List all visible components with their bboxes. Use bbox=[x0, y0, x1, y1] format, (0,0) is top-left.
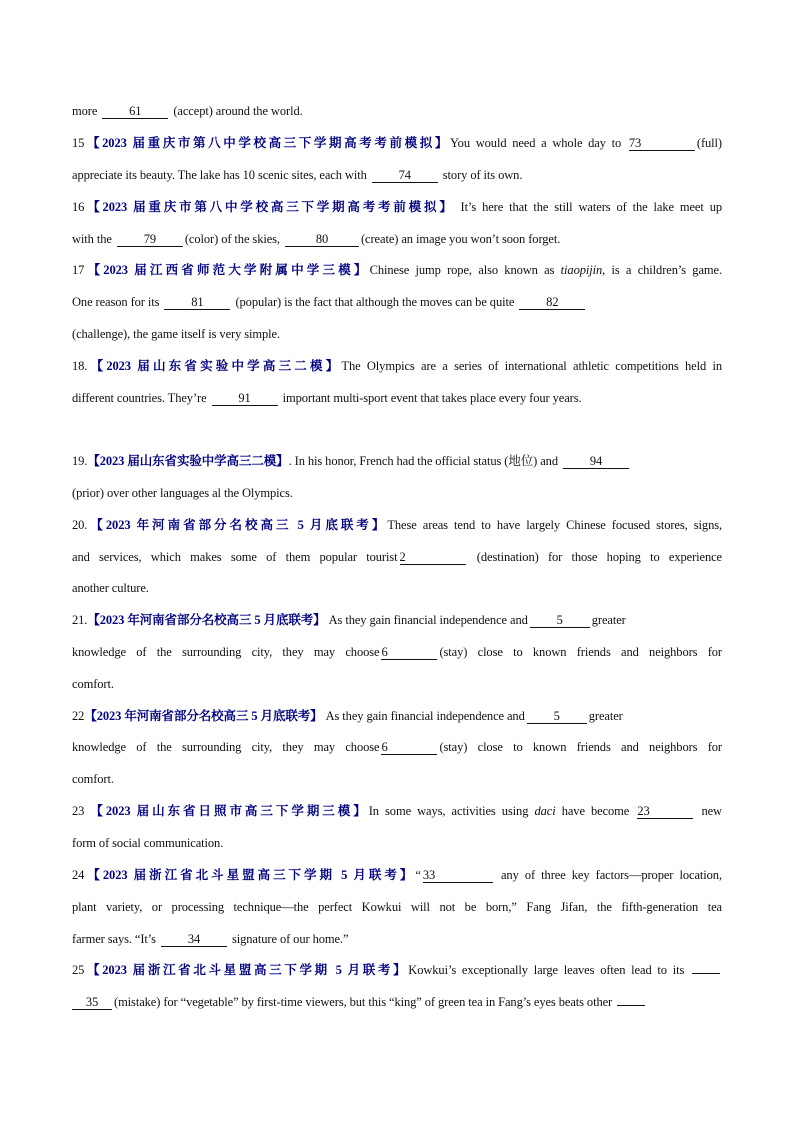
text-line bbox=[72, 549, 722, 565]
text: any of three key factors—proper location, bbox=[494, 868, 722, 882]
bracket: 】 bbox=[313, 613, 326, 627]
text: (accept) around the world. bbox=[170, 104, 303, 118]
answer-blank[interactable]: 82 bbox=[519, 296, 585, 310]
source-tag bbox=[84, 136, 450, 150]
text: In some ways, activities using bbox=[368, 804, 535, 818]
text: (challenge), the game itself is very simple. bbox=[72, 327, 281, 341]
bracket: 】 bbox=[276, 454, 289, 468]
question-20 bbox=[72, 517, 722, 533]
bracket: 【 bbox=[84, 868, 103, 882]
bracket: 【 bbox=[87, 613, 100, 627]
question-number: 16 bbox=[72, 200, 85, 214]
source-text: 2023 届山东省日照市高三下学期三模 bbox=[105, 804, 354, 818]
bracket: 】 bbox=[325, 359, 342, 373]
bracket: 【 bbox=[87, 454, 100, 468]
answer-blank[interactable]: 2 bbox=[400, 551, 466, 565]
source-text: 2023 届山东省实验中学高三二模 bbox=[106, 359, 326, 373]
text: knowledge of the surrounding city, they may choose bbox=[72, 645, 380, 659]
source-tag bbox=[90, 804, 368, 818]
question-23 bbox=[72, 803, 722, 819]
bracket: 【 bbox=[84, 200, 103, 214]
bracket: 】 bbox=[399, 868, 416, 882]
italic-text: daci bbox=[534, 804, 556, 818]
source-text: 2023 年河南省部分名校高三 5 月底联考 bbox=[99, 613, 314, 627]
question-24 bbox=[72, 867, 722, 883]
text: farmer says. “It’s bbox=[72, 932, 159, 946]
text-line bbox=[72, 994, 722, 1010]
source-text: 2023 届浙江省北斗星盟高三下学期 5 月联考 bbox=[102, 963, 394, 977]
bracket: 【 bbox=[84, 709, 97, 723]
text-line bbox=[72, 167, 722, 183]
source-text: 2023 届重庆市第八中学校高三下学期高考考前模拟 bbox=[102, 136, 435, 150]
answer-blank[interactable]: 61 bbox=[102, 105, 168, 119]
italic-text: tiaopijin bbox=[560, 263, 603, 277]
source-tag bbox=[87, 613, 325, 627]
text-line bbox=[72, 231, 722, 247]
question-number: 15 bbox=[72, 136, 85, 150]
text: These areas tend to have largely Chinese focused stores, signs, bbox=[387, 518, 723, 532]
text: Chinese jump rope, also known as bbox=[369, 263, 561, 277]
text: Kowkui’s exceptionally large leaves often lead to its bbox=[408, 963, 691, 977]
text: another culture. bbox=[72, 581, 149, 595]
text: and services, which makes some of them popular tourist bbox=[72, 550, 398, 564]
answer-blank[interactable]: 73 bbox=[629, 137, 695, 151]
bracket: 【 bbox=[87, 518, 106, 532]
answer-blank[interactable]: 23 bbox=[637, 805, 693, 819]
answer-blank[interactable]: 6 bbox=[381, 741, 437, 755]
question-number: 23 bbox=[72, 804, 91, 818]
text: As they gain financial independence and bbox=[325, 613, 528, 627]
text-line bbox=[72, 103, 722, 119]
text: It’s here that the still waters of the lake meet up bbox=[454, 200, 722, 214]
text: , is a children’s game. bbox=[602, 263, 723, 277]
source-text: 2023 届重庆市第八中学校高三下学期高考考前模拟 bbox=[102, 200, 440, 214]
text-line bbox=[72, 294, 722, 310]
text: new bbox=[695, 804, 722, 818]
text: (popular) is the fact that although the moves can be quite bbox=[232, 295, 518, 309]
text: . In his honor, French had the official status (地位) and bbox=[288, 454, 562, 468]
bracket: 【 bbox=[84, 963, 103, 977]
question-19 bbox=[72, 453, 722, 469]
question-21 bbox=[72, 612, 722, 628]
source-tag bbox=[87, 518, 387, 532]
text: signature of our home.” bbox=[228, 932, 349, 946]
answer-blank[interactable]: 33 bbox=[423, 869, 493, 883]
question-number: 17 bbox=[72, 263, 85, 277]
answer-blank[interactable]: 94 bbox=[563, 455, 629, 469]
source-text: 2023 届山东省实验中学高三二模 bbox=[99, 454, 277, 468]
answer-blank[interactable]: 79 bbox=[117, 233, 183, 247]
question-16 bbox=[72, 199, 722, 215]
text: comfort. bbox=[72, 772, 114, 786]
text: more bbox=[72, 104, 101, 118]
question-number: 24 bbox=[72, 868, 85, 882]
text: (mistake) for “vegetable” by first-time viewers, but this “king” of green tea in Fang’s eyes beats other bbox=[114, 995, 616, 1009]
text-line bbox=[72, 739, 722, 755]
question-number: 20. bbox=[72, 518, 88, 532]
bracket: 】 bbox=[393, 963, 409, 977]
text: comfort. bbox=[72, 677, 114, 691]
source-tag bbox=[84, 200, 454, 214]
bracket: 【 bbox=[84, 263, 104, 277]
source-tag bbox=[84, 963, 408, 977]
source-text: 2023 年河南省部分名校高三 5 月底联考 bbox=[105, 518, 372, 532]
bracket: 】 bbox=[353, 804, 369, 818]
question-number: 18. bbox=[72, 359, 88, 373]
text: different countries. They’re bbox=[72, 391, 210, 405]
text-line bbox=[72, 485, 722, 501]
text-line bbox=[72, 931, 722, 947]
answer-blank[interactable] bbox=[692, 973, 720, 974]
source-tag bbox=[87, 359, 341, 373]
question-number: 19. bbox=[72, 454, 88, 468]
text: The Olympics are a series of international athletic competitions held in bbox=[341, 359, 722, 373]
bracket: 】 bbox=[439, 200, 455, 214]
text: (create) an image you won’t soon forget. bbox=[360, 232, 561, 246]
answer-blank[interactable]: 34 bbox=[161, 933, 227, 947]
bracket: 【 bbox=[90, 804, 106, 818]
text: “ bbox=[415, 868, 421, 882]
answer-blank[interactable] bbox=[617, 1005, 645, 1006]
text: greater bbox=[588, 709, 623, 723]
text: greater bbox=[591, 613, 626, 627]
text: (stay) close to known friends and neighbors for bbox=[439, 740, 722, 754]
text-line bbox=[72, 676, 722, 692]
question-17 bbox=[72, 262, 722, 278]
text: One reason for its bbox=[72, 295, 163, 309]
answer-blank[interactable]: 5 bbox=[527, 710, 587, 724]
text-line bbox=[72, 644, 722, 660]
bracket: 【 bbox=[84, 136, 103, 150]
bracket: 【 bbox=[87, 359, 107, 373]
text: important multi-sport event that takes place every four years. bbox=[279, 391, 582, 405]
text: appreciate its beauty. The lake has 10 scenic sites, each with bbox=[72, 168, 370, 182]
text-line bbox=[72, 580, 722, 596]
bracket: 】 bbox=[371, 518, 388, 532]
question-22 bbox=[72, 708, 722, 724]
source-text: 2023 届江西省师范大学附属中学三模 bbox=[103, 263, 354, 277]
answer-blank[interactable]: 81 bbox=[164, 296, 230, 310]
text: (prior) over other languages al the Olympics. bbox=[72, 486, 293, 500]
source-tag bbox=[84, 709, 322, 723]
text: plant variety, or processing technique—the perfect Kowkui will not be born,” Fang Jifan, the fifth-generation tea bbox=[72, 900, 722, 914]
text-line bbox=[72, 390, 722, 406]
answer-blank[interactable]: 80 bbox=[285, 233, 359, 247]
question-15 bbox=[72, 135, 722, 151]
question-number: 22 bbox=[72, 709, 85, 723]
bracket: 】 bbox=[353, 263, 370, 277]
question-number: 25 bbox=[72, 963, 85, 977]
question-number: 21. bbox=[72, 613, 88, 627]
source-text: 2023 年河南省部分名校高三 5 月底联考 bbox=[96, 709, 311, 723]
text: knowledge of the surrounding city, they may choose bbox=[72, 740, 380, 754]
text: You would need a whole day to bbox=[450, 136, 627, 150]
answer-blank[interactable]: 35 bbox=[72, 996, 112, 1010]
text: As they gain financial independence and bbox=[322, 709, 525, 723]
question-18 bbox=[72, 358, 722, 374]
text-line bbox=[72, 771, 722, 787]
source-tag bbox=[87, 454, 288, 468]
answer-blank[interactable]: 6 bbox=[381, 646, 437, 660]
question-25 bbox=[72, 962, 722, 978]
bracket: 】 bbox=[434, 136, 450, 150]
source-tag bbox=[84, 868, 415, 882]
bracket: 】 bbox=[310, 709, 323, 723]
text: story of its own. bbox=[439, 168, 523, 182]
text: (stay) close to known friends and neighbors for bbox=[439, 645, 722, 659]
text: form of social communication. bbox=[72, 836, 224, 850]
text: (color) of the skies, bbox=[184, 232, 283, 246]
text: have become bbox=[555, 804, 636, 818]
text-line bbox=[72, 326, 722, 342]
answer-blank[interactable]: 5 bbox=[530, 614, 590, 628]
text: (destination) for those hoping to experience bbox=[467, 550, 723, 564]
answer-blank[interactable]: 91 bbox=[212, 392, 278, 406]
source-tag bbox=[84, 263, 369, 277]
answer-blank[interactable]: 74 bbox=[372, 169, 438, 183]
source-text: 2023 届浙江省北斗星盟高三下学期 5 月联考 bbox=[102, 868, 400, 882]
text-line bbox=[72, 899, 722, 915]
text: with the bbox=[72, 232, 115, 246]
text-line bbox=[72, 835, 722, 851]
text: (full) bbox=[696, 136, 722, 150]
